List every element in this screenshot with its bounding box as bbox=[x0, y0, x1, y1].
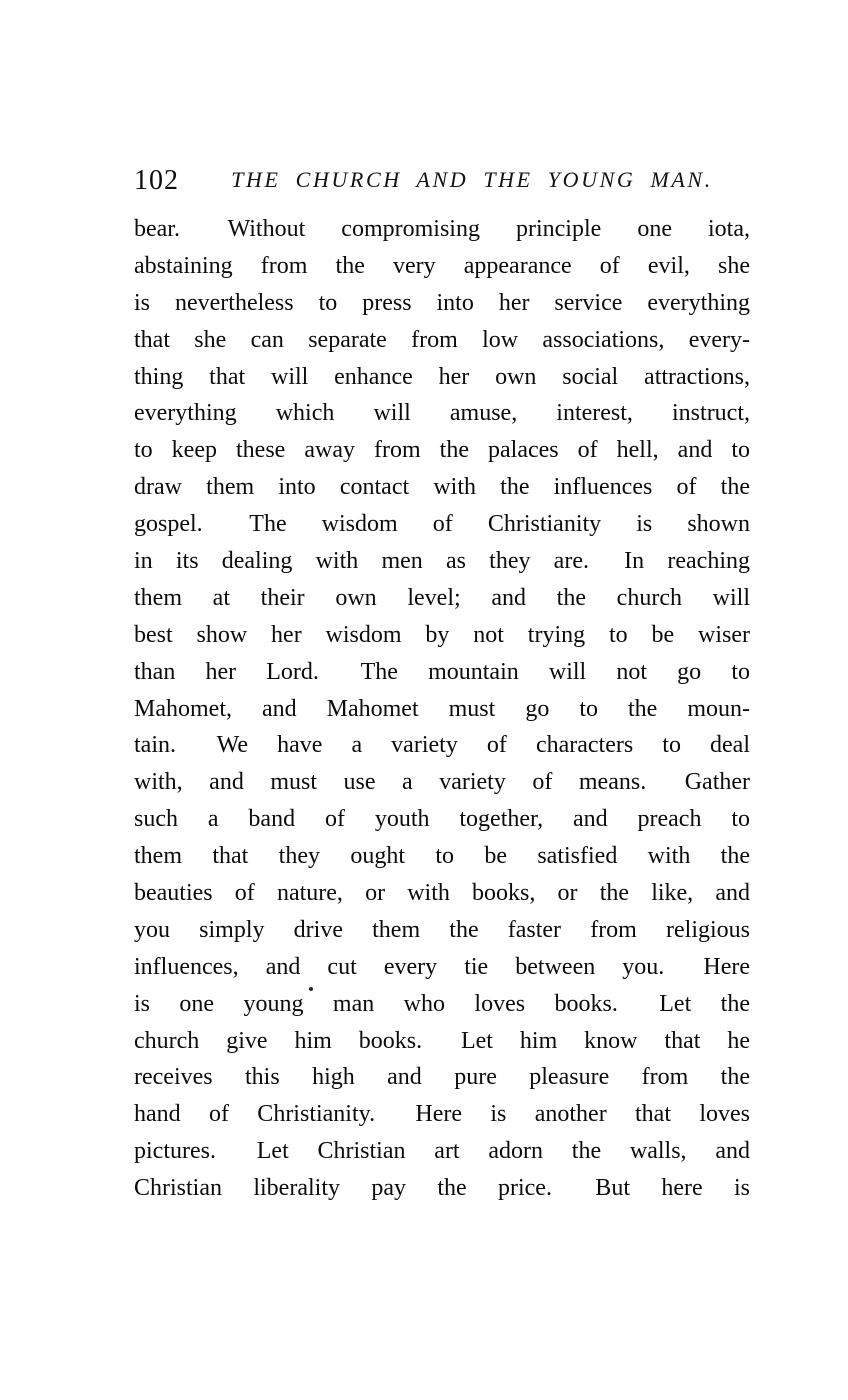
running-title: THE CHURCH AND THE YOUNG MAN. bbox=[231, 167, 713, 192]
text-line: abstaining from the very appearance of evil, she bbox=[134, 252, 750, 279]
text-line: that she can separate from low associations, every- bbox=[134, 326, 750, 353]
scan-speck-artifact bbox=[309, 987, 313, 991]
text-line: beauties of nature, or with books, or the like, and bbox=[134, 880, 750, 907]
text-line: them that they ought to be satisfied with the bbox=[134, 843, 750, 870]
text-line: is nevertheless to press into her service everything bbox=[134, 289, 750, 316]
text-line: is one young man who loves books. Let the bbox=[134, 990, 750, 1017]
text-line: them at their own level; and the church will bbox=[134, 584, 750, 611]
text-line: everything which will amuse, interest, instruct, bbox=[134, 400, 750, 427]
text-line: in its dealing with men as they are. In reaching bbox=[134, 548, 750, 575]
text-line: gospel. The wisdom of Christianity is shown bbox=[134, 511, 750, 538]
text-line: bear. Without compromising principle one iota, bbox=[134, 216, 750, 242]
text-line: Christian liberality pay the price. But here is bbox=[134, 1175, 750, 1202]
text-line: such a band of youth together, and preach to bbox=[134, 806, 750, 833]
text-line: with, and must use a variety of means. Gather bbox=[134, 769, 750, 796]
text-line: receives this high and pure pleasure from the bbox=[134, 1064, 750, 1091]
text-line: best show her wisdom by not trying to be wiser bbox=[134, 621, 750, 648]
text-line: to keep these away from the palaces of hell, and to bbox=[134, 437, 750, 464]
text-line: church give him books. Let him know that he bbox=[134, 1027, 750, 1054]
text-line: Mahomet, and Mahomet must go to the moun- bbox=[134, 695, 750, 722]
body-text-block bbox=[134, 211, 750, 1207]
page-header bbox=[134, 163, 750, 197]
text-line: you simply drive them the faster from religious bbox=[134, 916, 750, 943]
page-number: 102 bbox=[134, 165, 179, 196]
text-line: thing that will enhance her own social attractions, bbox=[134, 363, 750, 390]
text-line: draw them into contact with the influences of the bbox=[134, 474, 750, 501]
text-line: influences, and cut every tie between you. Here bbox=[134, 953, 750, 980]
text-line: than her Lord. The mountain will not go to bbox=[134, 658, 750, 685]
text-line: pictures. Let Christian art adorn the walls, and bbox=[134, 1138, 750, 1165]
text-line: tain. We have a variety of characters to deal bbox=[134, 732, 750, 759]
text-line: hand of Christianity. Here is another that loves bbox=[134, 1101, 750, 1128]
